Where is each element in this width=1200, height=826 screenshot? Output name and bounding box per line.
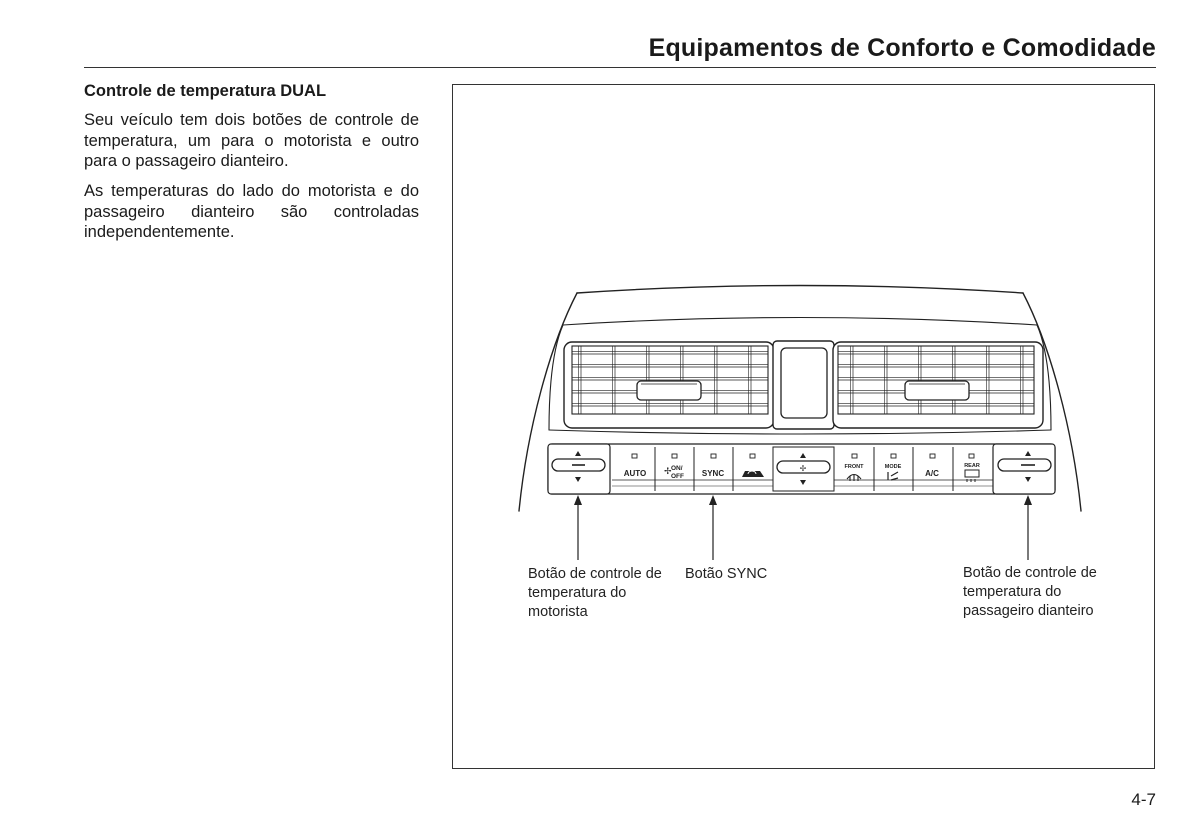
section-title: Controle de temperatura DUAL <box>84 82 327 100</box>
sync-button-label[interactable]: SYNC <box>701 469 725 478</box>
right-air-vent <box>833 342 1043 428</box>
driver-temp-rocker <box>548 444 610 494</box>
callout-driver-temp: Botão de controle de temperatura do motorista <box>528 566 662 620</box>
callout-passenger-temp: Botão de controle de temperatura do passageiro dianteiro <box>963 565 1097 619</box>
passenger-temp-rocker <box>993 444 1055 494</box>
rear-defrost-icon <box>965 470 979 477</box>
front-label: FRONT <box>844 464 864 470</box>
center-display <box>773 341 834 429</box>
page-number: 4-7 <box>1131 790 1156 809</box>
paragraph-1: Seu veículo tem dois botões de controle de temperatura, um para o motorista e outro para o passageiro dianteiro. <box>84 111 419 170</box>
left-air-vent <box>564 342 774 428</box>
auto-button-label[interactable]: AUTO <box>623 469 647 478</box>
page-header-title: Equipamentos de Conforto e Comodidade <box>648 34 1156 62</box>
callout-arrows <box>574 495 1032 560</box>
on-label: ON/ <box>671 465 683 472</box>
callout-sync: Botão SYNC <box>685 566 768 582</box>
fan-speed-rocker[interactable] <box>773 447 834 491</box>
rear-label: REAR <box>964 463 980 469</box>
off-label: OFF <box>671 473 684 480</box>
fan-icon: ✢ <box>664 467 672 477</box>
fan-speed-icon: ✢ <box>799 464 807 473</box>
paragraph-2: As temperaturas do lado do motorista e do passageiro dianteiro são controladas independentemente. <box>84 182 419 241</box>
mode-label: MODE <box>884 464 902 470</box>
ac-button-label[interactable]: A/C <box>925 469 939 478</box>
